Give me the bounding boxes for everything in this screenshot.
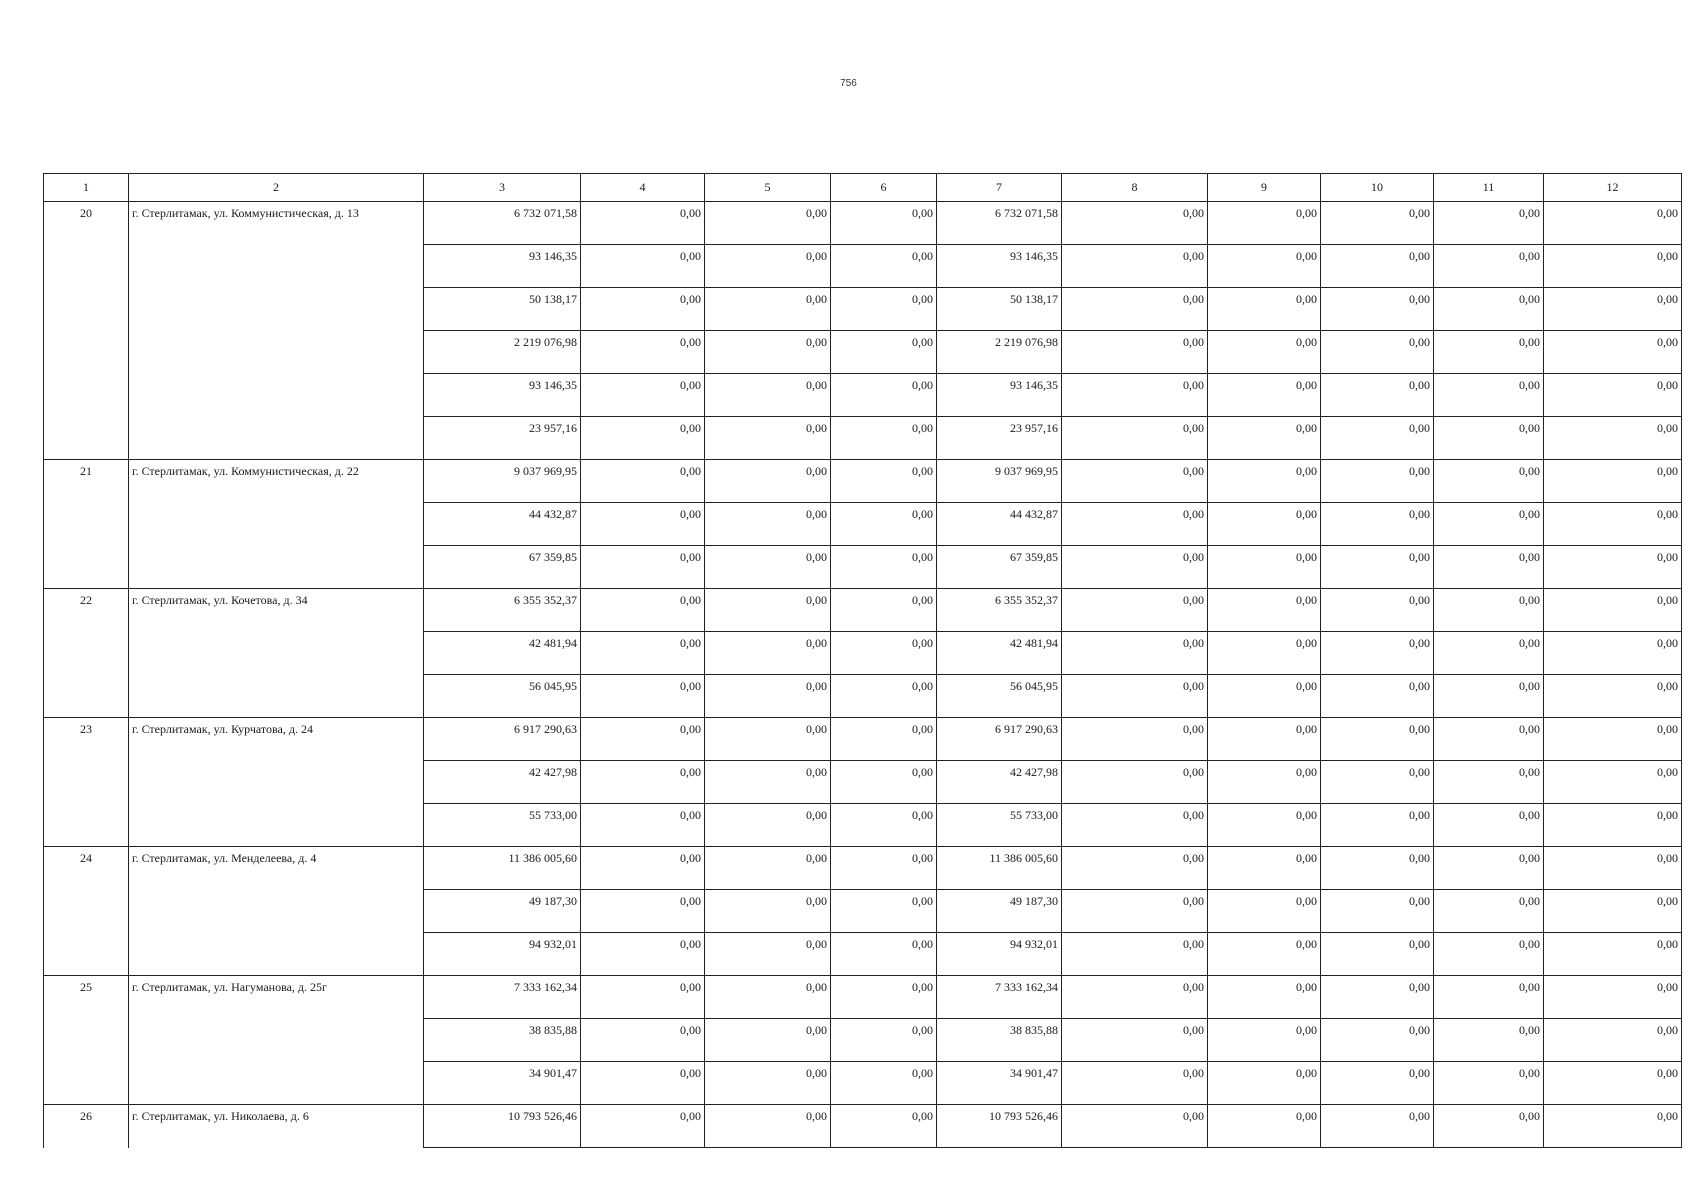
value-cell: 0,00 (705, 245, 831, 288)
column-header: 10 (1321, 174, 1434, 202)
row-number: 21 (44, 460, 129, 589)
value-cell: 94 932,01 (424, 933, 581, 976)
value-cell: 0,00 (1321, 890, 1434, 933)
value-cell: 0,00 (581, 460, 705, 503)
value-cell: 0,00 (1544, 202, 1682, 245)
value-cell: 10 793 526,46 (424, 1105, 581, 1148)
value-cell: 0,00 (705, 288, 831, 331)
value-cell: 0,00 (1544, 245, 1682, 288)
value-cell: 0,00 (831, 374, 937, 417)
address-cell: г. Стерлитамак, ул. Коммунистическая, д. 13 (129, 202, 424, 460)
value-cell: 0,00 (581, 976, 705, 1019)
value-cell: 0,00 (1544, 589, 1682, 632)
value-cell: 44 432,87 (424, 503, 581, 546)
value-cell: 0,00 (1544, 632, 1682, 675)
value-cell: 0,00 (1062, 245, 1208, 288)
value-cell: 0,00 (705, 933, 831, 976)
value-cell: 42 481,94 (937, 632, 1062, 675)
value-cell: 0,00 (1321, 632, 1434, 675)
column-header: 5 (705, 174, 831, 202)
address-cell: г. Стерлитамак, ул. Курчатова, д. 24 (129, 718, 424, 847)
value-cell: 0,00 (1208, 288, 1321, 331)
value-cell: 0,00 (1544, 804, 1682, 847)
value-cell: 0,00 (1208, 761, 1321, 804)
column-header: 8 (1062, 174, 1208, 202)
value-cell: 0,00 (1208, 460, 1321, 503)
value-cell: 0,00 (1321, 417, 1434, 460)
value-cell: 0,00 (831, 417, 937, 460)
value-cell: 0,00 (1062, 202, 1208, 245)
value-cell: 0,00 (705, 202, 831, 245)
value-cell: 0,00 (581, 417, 705, 460)
value-cell: 0,00 (1208, 1062, 1321, 1105)
value-cell: 0,00 (831, 675, 937, 718)
value-cell: 0,00 (581, 933, 705, 976)
row-number: 23 (44, 718, 129, 847)
column-header: 12 (1544, 174, 1682, 202)
value-cell: 0,00 (1062, 288, 1208, 331)
value-cell: 0,00 (1062, 1062, 1208, 1105)
value-cell: 9 037 969,95 (424, 460, 581, 503)
value-cell: 0,00 (705, 331, 831, 374)
value-cell: 0,00 (1062, 546, 1208, 589)
value-cell: 0,00 (1208, 675, 1321, 718)
value-cell: 42 481,94 (424, 632, 581, 675)
value-cell: 0,00 (1434, 546, 1544, 589)
value-cell: 6 732 071,58 (424, 202, 581, 245)
value-cell: 0,00 (1321, 1105, 1434, 1148)
value-cell: 0,00 (581, 331, 705, 374)
value-cell: 0,00 (705, 804, 831, 847)
value-cell: 0,00 (1208, 417, 1321, 460)
value-cell: 0,00 (1434, 890, 1544, 933)
address-cell: г. Стерлитамак, ул. Николаева, д. 6 (129, 1105, 424, 1148)
row-number: 26 (44, 1105, 129, 1148)
table-row (44, 202, 1682, 245)
value-cell: 38 835,88 (937, 1019, 1062, 1062)
value-cell: 44 432,87 (937, 503, 1062, 546)
value-cell: 42 427,98 (424, 761, 581, 804)
value-cell: 0,00 (581, 761, 705, 804)
value-cell: 0,00 (581, 632, 705, 675)
value-cell: 56 045,95 (937, 675, 1062, 718)
table-row (44, 460, 1682, 503)
table-row (44, 976, 1682, 1019)
value-cell: 38 835,88 (424, 1019, 581, 1062)
value-cell: 0,00 (705, 589, 831, 632)
value-cell: 0,00 (1434, 1062, 1544, 1105)
value-cell: 0,00 (831, 288, 937, 331)
value-cell: 0,00 (1434, 1019, 1544, 1062)
value-cell: 0,00 (705, 1062, 831, 1105)
value-cell: 56 045,95 (424, 675, 581, 718)
value-cell: 0,00 (1208, 890, 1321, 933)
value-cell: 0,00 (1544, 1062, 1682, 1105)
value-cell: 0,00 (1544, 546, 1682, 589)
value-cell: 0,00 (581, 503, 705, 546)
value-cell: 0,00 (705, 718, 831, 761)
value-cell: 0,00 (831, 847, 937, 890)
value-cell: 0,00 (1062, 331, 1208, 374)
value-cell: 0,00 (1434, 976, 1544, 1019)
value-cell: 0,00 (1208, 933, 1321, 976)
value-cell: 93 146,35 (937, 245, 1062, 288)
value-cell: 0,00 (1062, 1019, 1208, 1062)
value-cell: 0,00 (831, 460, 937, 503)
value-cell: 0,00 (1321, 331, 1434, 374)
value-cell: 0,00 (705, 761, 831, 804)
value-cell: 9 037 969,95 (937, 460, 1062, 503)
value-cell: 2 219 076,98 (424, 331, 581, 374)
value-cell: 0,00 (1062, 933, 1208, 976)
value-cell: 0,00 (1321, 1019, 1434, 1062)
row-number: 20 (44, 202, 129, 460)
value-cell: 0,00 (1062, 847, 1208, 890)
value-cell: 0,00 (581, 202, 705, 245)
value-cell: 0,00 (1434, 675, 1544, 718)
value-cell: 0,00 (1321, 503, 1434, 546)
value-cell: 0,00 (1208, 1105, 1321, 1148)
table-row (44, 589, 1682, 632)
value-cell: 0,00 (1062, 460, 1208, 503)
value-cell: 0,00 (1062, 417, 1208, 460)
column-header: 1 (44, 174, 129, 202)
value-cell: 0,00 (1321, 288, 1434, 331)
value-cell: 0,00 (705, 1019, 831, 1062)
value-cell: 0,00 (1544, 847, 1682, 890)
value-cell: 7 333 162,34 (424, 976, 581, 1019)
value-cell: 0,00 (581, 847, 705, 890)
value-cell: 11 386 005,60 (424, 847, 581, 890)
value-cell: 0,00 (1434, 718, 1544, 761)
value-cell: 0,00 (581, 589, 705, 632)
value-cell: 0,00 (1434, 245, 1544, 288)
value-cell: 0,00 (581, 718, 705, 761)
value-cell: 50 138,17 (937, 288, 1062, 331)
value-cell: 0,00 (1434, 847, 1544, 890)
value-cell: 0,00 (1434, 374, 1544, 417)
column-header: 6 (831, 174, 937, 202)
value-cell: 0,00 (831, 718, 937, 761)
value-cell: 0,00 (705, 546, 831, 589)
value-cell: 0,00 (831, 245, 937, 288)
value-cell: 0,00 (1434, 761, 1544, 804)
value-cell: 0,00 (1544, 675, 1682, 718)
column-header: 2 (129, 174, 424, 202)
value-cell: 49 187,30 (424, 890, 581, 933)
value-cell: 0,00 (1208, 804, 1321, 847)
value-cell: 0,00 (831, 1105, 937, 1148)
column-number-row (44, 174, 1682, 202)
value-cell: 93 146,35 (424, 245, 581, 288)
value-cell: 0,00 (1544, 890, 1682, 933)
value-cell: 7 333 162,34 (937, 976, 1062, 1019)
value-cell: 34 901,47 (424, 1062, 581, 1105)
value-cell: 49 187,30 (937, 890, 1062, 933)
value-cell: 0,00 (1434, 460, 1544, 503)
value-cell: 0,00 (1434, 1105, 1544, 1148)
value-cell: 0,00 (581, 374, 705, 417)
value-cell: 0,00 (1321, 460, 1434, 503)
value-cell: 6 355 352,37 (937, 589, 1062, 632)
value-cell: 0,00 (1208, 976, 1321, 1019)
column-header: 9 (1208, 174, 1321, 202)
column-header: 3 (424, 174, 581, 202)
value-cell: 0,00 (581, 245, 705, 288)
value-cell: 0,00 (1321, 546, 1434, 589)
value-cell: 0,00 (831, 202, 937, 245)
value-cell: 0,00 (1434, 331, 1544, 374)
value-cell: 0,00 (831, 632, 937, 675)
value-cell: 0,00 (1208, 1019, 1321, 1062)
address-cell: г. Стерлитамак, ул. Кочетова, д. 34 (129, 589, 424, 718)
value-cell: 0,00 (1062, 589, 1208, 632)
value-cell: 0,00 (1434, 288, 1544, 331)
value-cell: 0,00 (1321, 761, 1434, 804)
value-cell: 0,00 (1062, 1105, 1208, 1148)
table-row (44, 847, 1682, 890)
value-cell: 0,00 (581, 546, 705, 589)
value-cell: 23 957,16 (937, 417, 1062, 460)
value-cell: 0,00 (581, 288, 705, 331)
data-table (43, 173, 1682, 1148)
value-cell: 0,00 (1321, 675, 1434, 718)
value-cell: 0,00 (1208, 374, 1321, 417)
value-cell: 0,00 (705, 417, 831, 460)
value-cell: 0,00 (1062, 374, 1208, 417)
value-cell: 6 732 071,58 (937, 202, 1062, 245)
value-cell: 0,00 (1321, 804, 1434, 847)
row-number: 25 (44, 976, 129, 1105)
value-cell: 0,00 (1544, 761, 1682, 804)
value-cell: 0,00 (1062, 890, 1208, 933)
column-header: 11 (1434, 174, 1544, 202)
value-cell: 0,00 (1062, 804, 1208, 847)
value-cell: 0,00 (831, 1019, 937, 1062)
value-cell: 0,00 (1544, 288, 1682, 331)
value-cell: 0,00 (831, 589, 937, 632)
value-cell: 0,00 (1062, 675, 1208, 718)
address-cell: г. Стерлитамак, ул. Коммунистическая, д. 22 (129, 460, 424, 589)
value-cell: 0,00 (831, 761, 937, 804)
value-cell: 0,00 (1434, 632, 1544, 675)
value-cell: 0,00 (581, 1019, 705, 1062)
value-cell: 0,00 (831, 1062, 937, 1105)
value-cell: 50 138,17 (424, 288, 581, 331)
value-cell: 0,00 (1434, 933, 1544, 976)
value-cell: 0,00 (1434, 589, 1544, 632)
value-cell: 0,00 (1321, 718, 1434, 761)
value-cell: 0,00 (1544, 718, 1682, 761)
value-cell: 0,00 (1062, 718, 1208, 761)
value-cell: 2 219 076,98 (937, 331, 1062, 374)
value-cell: 0,00 (1544, 374, 1682, 417)
value-cell: 0,00 (831, 546, 937, 589)
value-cell: 0,00 (831, 933, 937, 976)
value-cell: 0,00 (1208, 245, 1321, 288)
value-cell: 0,00 (1544, 933, 1682, 976)
value-cell: 0,00 (1321, 1062, 1434, 1105)
value-cell: 0,00 (1434, 804, 1544, 847)
value-cell: 0,00 (1544, 1105, 1682, 1148)
value-cell: 0,00 (1321, 245, 1434, 288)
value-cell: 0,00 (705, 675, 831, 718)
value-cell: 67 359,85 (424, 546, 581, 589)
value-cell: 0,00 (1208, 847, 1321, 890)
value-cell: 0,00 (1208, 202, 1321, 245)
value-cell: 0,00 (705, 890, 831, 933)
value-cell: 0,00 (705, 632, 831, 675)
value-cell: 0,00 (705, 503, 831, 546)
value-cell: 0,00 (1544, 976, 1682, 1019)
value-cell: 11 386 005,60 (937, 847, 1062, 890)
value-cell: 42 427,98 (937, 761, 1062, 804)
value-cell: 0,00 (1208, 331, 1321, 374)
value-cell: 0,00 (581, 804, 705, 847)
value-cell: 0,00 (1208, 632, 1321, 675)
value-cell: 0,00 (831, 331, 937, 374)
value-cell: 0,00 (1208, 589, 1321, 632)
value-cell: 0,00 (1208, 718, 1321, 761)
value-cell: 0,00 (705, 374, 831, 417)
value-cell: 55 733,00 (424, 804, 581, 847)
value-cell: 93 146,35 (937, 374, 1062, 417)
value-cell: 55 733,00 (937, 804, 1062, 847)
value-cell: 0,00 (705, 976, 831, 1019)
value-cell: 67 359,85 (937, 546, 1062, 589)
table-row (44, 1105, 1682, 1148)
value-cell: 0,00 (831, 804, 937, 847)
value-cell: 0,00 (1062, 503, 1208, 546)
value-cell: 0,00 (1208, 546, 1321, 589)
value-cell: 0,00 (1434, 503, 1544, 546)
column-header: 4 (581, 174, 705, 202)
value-cell: 0,00 (1544, 460, 1682, 503)
value-cell: 0,00 (1321, 976, 1434, 1019)
value-cell: 0,00 (1544, 503, 1682, 546)
table-body (44, 202, 1682, 1148)
value-cell: 0,00 (1062, 761, 1208, 804)
address-cell: г. Стерлитамак, ул. Менделеева, д. 4 (129, 847, 424, 976)
column-header: 7 (937, 174, 1062, 202)
value-cell: 0,00 (1544, 1019, 1682, 1062)
value-cell: 6 917 290,63 (424, 718, 581, 761)
page-number: 756 (840, 78, 857, 89)
value-cell: 6 917 290,63 (937, 718, 1062, 761)
value-cell: 0,00 (1321, 847, 1434, 890)
value-cell: 23 957,16 (424, 417, 581, 460)
value-cell: 0,00 (1321, 374, 1434, 417)
table-row (44, 718, 1682, 761)
value-cell: 0,00 (581, 1105, 705, 1148)
value-cell: 0,00 (1062, 632, 1208, 675)
value-cell: 0,00 (831, 890, 937, 933)
value-cell: 0,00 (581, 1062, 705, 1105)
value-cell: 0,00 (1434, 202, 1544, 245)
value-cell: 6 355 352,37 (424, 589, 581, 632)
value-cell: 34 901,47 (937, 1062, 1062, 1105)
value-cell: 0,00 (705, 1105, 831, 1148)
value-cell: 0,00 (581, 675, 705, 718)
value-cell: 0,00 (1544, 417, 1682, 460)
value-cell: 0,00 (1434, 417, 1544, 460)
value-cell: 0,00 (1321, 589, 1434, 632)
value-cell: 0,00 (705, 460, 831, 503)
value-cell: 0,00 (831, 503, 937, 546)
value-cell: 0,00 (581, 890, 705, 933)
value-cell: 0,00 (705, 847, 831, 890)
value-cell: 0,00 (1544, 331, 1682, 374)
value-cell: 93 146,35 (424, 374, 581, 417)
address-cell: г. Стерлитамак, ул. Нагуманова, д. 25г (129, 976, 424, 1105)
value-cell: 0,00 (831, 976, 937, 1019)
value-cell: 0,00 (1208, 503, 1321, 546)
value-cell: 0,00 (1321, 202, 1434, 245)
value-cell: 0,00 (1321, 933, 1434, 976)
row-number: 22 (44, 589, 129, 718)
value-cell: 10 793 526,46 (937, 1105, 1062, 1148)
value-cell: 94 932,01 (937, 933, 1062, 976)
row-number: 24 (44, 847, 129, 976)
value-cell: 0,00 (1062, 976, 1208, 1019)
